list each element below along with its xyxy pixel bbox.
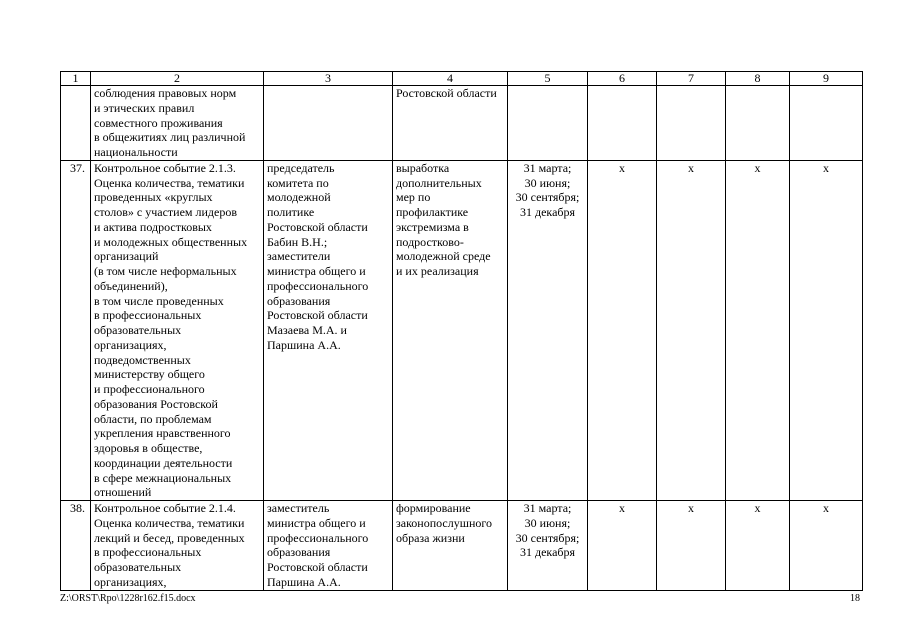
- table-row: [61, 501, 863, 591]
- event-line: отношений: [94, 485, 152, 500]
- event-line: Контрольное событие 2.1.3.: [94, 160, 236, 175]
- event-line: совместного проживания: [94, 115, 223, 130]
- result-line: Ростовской области: [396, 86, 497, 100]
- event-line: подведомственных: [94, 352, 191, 367]
- responsible-line: комитета по: [267, 175, 329, 190]
- mark-cell-8: x: [726, 160, 790, 500]
- deadline-line: 31 марта;: [523, 501, 572, 515]
- event-line: в профессиональных: [94, 545, 202, 560]
- mark-cell-9: x: [790, 501, 863, 591]
- deadline-line: 31 декабря: [519, 205, 576, 219]
- row-number: 37.: [61, 160, 91, 500]
- header-cell-6: 6: [588, 72, 657, 86]
- deadline-line: 30 сентября;: [515, 530, 580, 545]
- result-line: выработка: [396, 160, 450, 175]
- responsible-cell: [264, 86, 393, 161]
- plan-table: [60, 71, 863, 591]
- responsible-line: образования: [267, 545, 331, 560]
- deadline-cell: [508, 501, 588, 591]
- mark-cell-6: x: [588, 160, 657, 500]
- event-line: Контрольное событие 2.1.4.: [94, 501, 236, 515]
- result-cell: [393, 501, 508, 591]
- deadline-cell: [508, 160, 588, 500]
- responsible-line: Бабин В.Н.;: [267, 234, 328, 249]
- event-line: (в том числе неформальных: [94, 264, 237, 278]
- result-line: образа жизни: [396, 530, 465, 545]
- event-line: и этических правил: [94, 100, 195, 115]
- result-line: дополнительных: [396, 175, 482, 190]
- responsible-line: министра общего и: [267, 515, 366, 530]
- result-cell: [393, 86, 508, 161]
- event-line: в общежитиях лиц различной: [94, 130, 246, 145]
- responsible-line: Паршина А.А.: [267, 574, 341, 589]
- deadline-line: 31 декабря: [519, 545, 576, 560]
- mark-cell-7: x: [657, 160, 726, 500]
- event-line: в том числе проведенных: [94, 293, 224, 308]
- mark-cell-9: [790, 86, 863, 161]
- event-line: организациях,: [94, 574, 167, 589]
- event-line: министерству общего: [94, 367, 205, 382]
- deadline-line: 30 июня;: [524, 175, 571, 190]
- event-line: образовательных: [94, 323, 182, 337]
- responsible-line: профессионального: [267, 530, 369, 545]
- result-line: мер по: [396, 190, 431, 205]
- result-cell: [393, 160, 508, 500]
- header-cell-9: 9: [790, 72, 863, 86]
- responsible-cell: [264, 501, 393, 591]
- table-row: [61, 160, 863, 500]
- header-cell-7: 7: [657, 72, 726, 86]
- event-line: национальности: [94, 145, 178, 159]
- event-line: укрепления нравственного: [94, 426, 231, 441]
- result-line: подростково-: [396, 234, 464, 249]
- deadline-line: 30 июня;: [524, 515, 571, 530]
- responsible-line: председатель: [267, 160, 335, 175]
- responsible-line: Ростовской области: [267, 219, 368, 234]
- event-line: проведенных «круглых: [94, 190, 213, 205]
- event-line: соблюдения правовых норм: [94, 86, 237, 100]
- responsible-line: политике: [267, 205, 315, 219]
- header-cell-8: 8: [726, 72, 790, 86]
- event-line: в сфере межнациональных: [94, 470, 232, 485]
- event-line: Оценка количества, тематики: [94, 515, 245, 530]
- responsible-line: министра общего и: [267, 264, 366, 278]
- responsible-line: Паршина А.А.: [267, 337, 341, 352]
- responsible-line: Мазаева М.А. и: [267, 323, 347, 337]
- mark-cell-8: x: [726, 501, 790, 591]
- responsible-line: Ростовской области: [267, 560, 368, 574]
- responsible-line: Ростовской области: [267, 308, 368, 323]
- event-line: столов» с участием лидеров: [94, 205, 238, 219]
- deadline-line: 30 сентября;: [515, 190, 580, 205]
- responsible-line: заместитель: [267, 501, 330, 515]
- responsible-line: заместители: [267, 249, 331, 264]
- mark-cell-9: x: [790, 160, 863, 500]
- result-line: экстремизма в: [396, 219, 469, 234]
- header-cell-2: 2: [91, 72, 264, 86]
- footer-file-path: Z:\ORST\Rpo\1228r162.f15.docx: [60, 593, 196, 604]
- event-line: организаций: [94, 249, 159, 264]
- event-cell: [91, 501, 264, 591]
- mark-cell-6: [588, 86, 657, 161]
- header-cell-5: 5: [508, 72, 588, 86]
- event-line: в профессиональных: [94, 308, 202, 323]
- deadline-cell: [508, 86, 588, 161]
- event-line: и молодежных общественных: [94, 234, 248, 249]
- mark-cell-6: x: [588, 501, 657, 591]
- header-cell-4: 4: [393, 72, 508, 86]
- event-line: Оценка количества, тематики: [94, 175, 245, 190]
- result-line: и их реализация: [396, 264, 479, 278]
- event-line: образовательных: [94, 560, 182, 574]
- result-line: формирование: [396, 501, 471, 515]
- event-cell: [91, 86, 264, 161]
- table-row: [61, 86, 863, 161]
- header-row: [61, 72, 863, 86]
- deadline-line: 31 марта;: [523, 160, 572, 175]
- result-line: молодежной среде: [396, 249, 491, 264]
- event-line: и профессионального: [94, 382, 205, 396]
- header-cell-3: 3: [264, 72, 393, 86]
- event-line: здоровья в обществе,: [94, 441, 203, 455]
- event-line: области, по проблемам: [94, 411, 212, 426]
- event-cell: [91, 160, 264, 500]
- footer-page-number: 18: [850, 593, 860, 604]
- result-line: законопослушного: [396, 515, 493, 530]
- mark-cell-7: [657, 86, 726, 161]
- mark-cell-8: [726, 86, 790, 161]
- event-line: организациях,: [94, 337, 167, 352]
- header-cell-1: 1: [61, 72, 91, 86]
- responsible-line: образования: [267, 293, 331, 308]
- mark-cell-7: x: [657, 501, 726, 591]
- responsible-line: профессионального: [267, 278, 369, 293]
- event-line: образования Ростовской: [94, 396, 218, 411]
- event-line: координации деятельности: [94, 455, 233, 470]
- responsible-cell: [264, 160, 393, 500]
- event-line: и актива подростковых: [94, 219, 212, 234]
- row-number: 38.: [61, 501, 91, 591]
- event-line: лекций и бесед, проведенных: [94, 530, 245, 545]
- result-line: профилактике: [396, 205, 469, 219]
- row-number: [61, 86, 91, 161]
- responsible-line: молодежной: [267, 190, 331, 205]
- event-line: объединений),: [94, 278, 168, 293]
